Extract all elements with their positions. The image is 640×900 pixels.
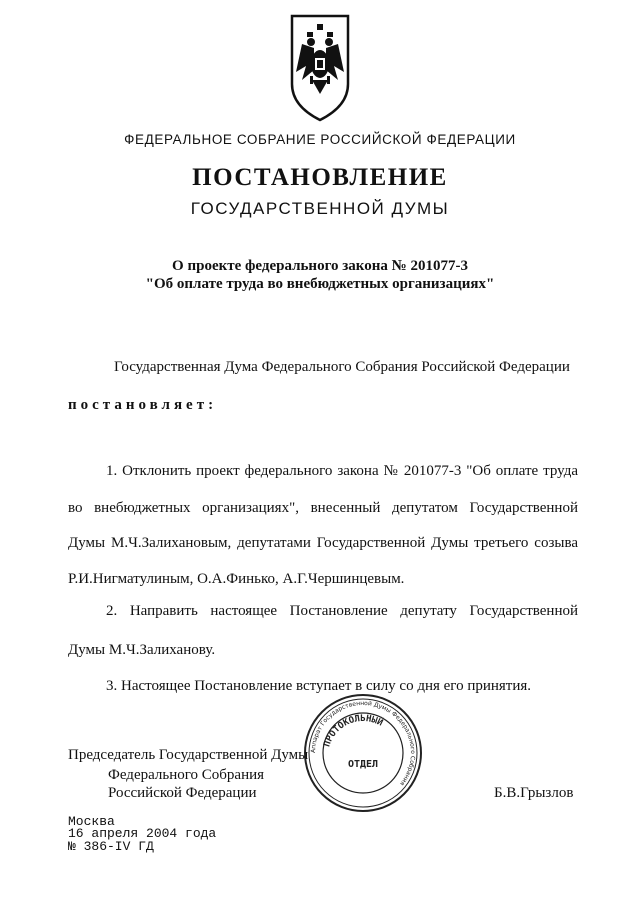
subject-line-2: "Об оплате труда во внебюджетных организациях" [145,276,495,292]
document-title: ПОСТАНОВЛЕНИЕ [192,164,448,191]
item-1-line-2: во внебюджетных организациях", внесенный депутатом Государственной [68,500,578,516]
official-seal [302,692,424,814]
seal-stamp-icon [302,692,424,814]
item-1-line-1: 1. Отклонить проект федерального закона № 201077-3 "Об оплате труда [106,463,578,479]
footer-number: № 386-IV ГД [68,839,154,854]
signature-line-1: Председатель Государственной Думы [68,747,309,763]
footer-city: Москва [68,814,115,829]
subject-line-1: О проекте федерального закона № 201077-3 [172,258,468,274]
seal-ring-text: Аппарат Государственной Думы Федерального Собрания [309,699,417,787]
coat-of-arms-emblem [288,14,352,122]
document-subtitle: ГОСУДАРСТВЕННОЙ ДУМЫ [190,199,450,218]
double-headed-eagle-icon [288,14,352,122]
item-2-line-1: 2. Направить настоящее Постановление депутату Государственной [106,603,578,619]
seal-center-text: ОТДЕЛ [347,759,379,770]
item-3-line-1: 3. Настоящее Постановление вступает в силу со дня его принятия. [106,678,532,694]
item-1-line-3: Думы М.Ч.Залихановым, депутатами Государственной Думы третьего созыва [68,535,578,551]
decree-word: постановляет: [68,397,218,413]
signature-line-3: Российской Федерации [108,785,257,801]
seal-middle-text: ПРОТОКОЛЬНЫЙ [322,713,385,749]
signatory-name: Б.В.Грызлов [494,785,574,801]
item-2-line-2: Думы М.Ч.Залиханову. [68,642,216,658]
item-1-line-4: Р.И.Нигматулиным, О.А.Финько, А.Г.Чершинцевым. [68,571,405,587]
intro-paragraph: Государственная Дума Федерального Собрания Российской Федерации [114,359,570,375]
footer-date: 16 апреля 2004 года [68,826,217,841]
signature-line-2: Федерального Собрания [108,767,265,783]
organization-name: ФЕДЕРАЛЬНОЕ СОБРАНИЕ РОССИЙСКОЙ ФЕДЕРАЦИИ [124,132,516,147]
